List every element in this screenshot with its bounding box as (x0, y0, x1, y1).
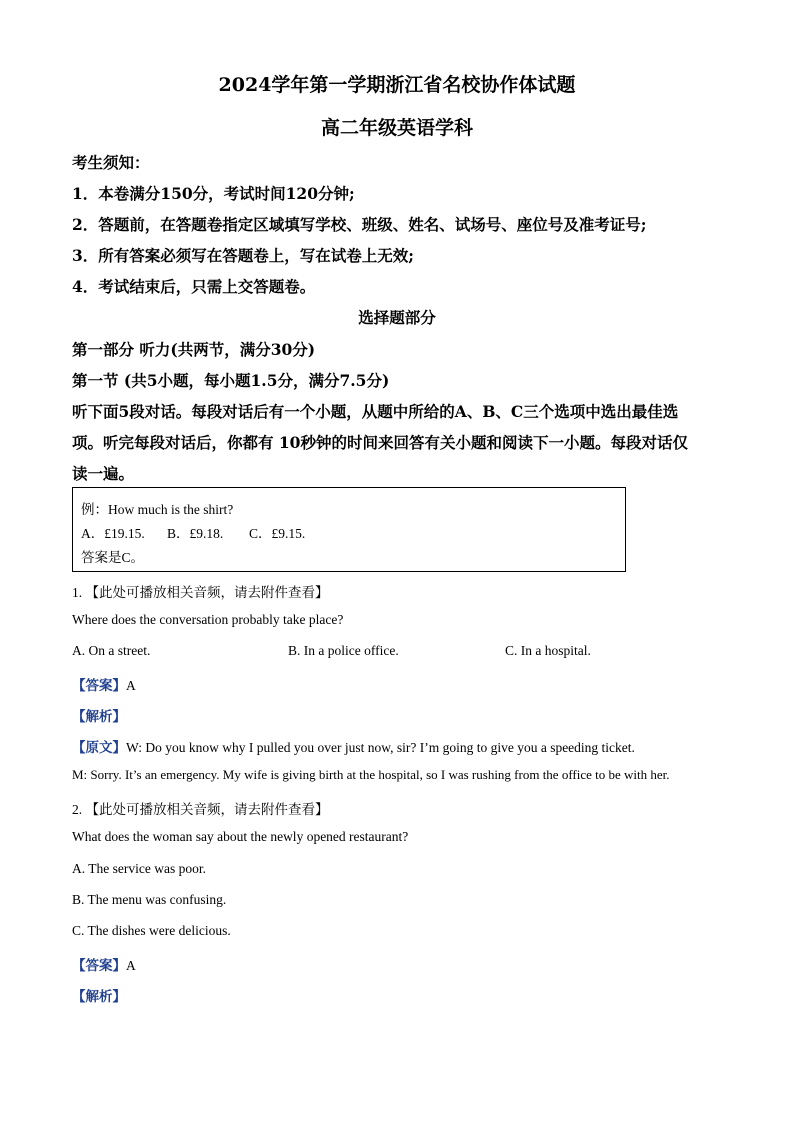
analysis-tag: 【解析】 (72, 709, 126, 724)
transcript-text: W: Do you know why I pulled you over just now, sir? I’m going to give you a speeding ticket. (126, 740, 635, 755)
transcript-line (72, 736, 635, 756)
example-option: C．£9.15. (249, 526, 306, 541)
instruction-item: 1．本卷满分150分，考试时间120分钟; (72, 184, 355, 203)
exam-title: 2024学年第一学期浙江省名校协作体试题 (218, 74, 576, 96)
analysis-line (72, 705, 126, 725)
option-b: B. In a police office. (288, 643, 399, 658)
answer-line (72, 954, 136, 974)
section-title: 选择题部分 (358, 308, 436, 327)
part-heading: 第一部分 听力(共两节，满分30分) (72, 340, 316, 359)
subsection-heading: 第一节 (共5小题，每小题1.5分，满分7.5分) (72, 371, 390, 390)
option-b: B. The menu was confusing. (72, 892, 227, 907)
directions-line: 读一遍。 (72, 464, 135, 483)
analysis-tag: 【解析】 (72, 989, 126, 1004)
example-option: A．£19.15. (81, 526, 145, 541)
answer-tag: 【答案】 (72, 958, 126, 973)
answer-value: A (126, 678, 136, 693)
directions-line: 听下面5段对话。每段对话后有一个小题，从题中所给的A、B、C三个选项中选出最佳选 (72, 402, 679, 421)
option-a: A. The service was poor. (72, 861, 206, 876)
example-options (81, 522, 305, 542)
question-text: What does the woman say about the newly opened restaurant? (72, 829, 409, 844)
transcript-text: M: Sorry. It’s an emergency. My wife is giving birth at the hospital, so I was rushing from the office to be with her. (72, 767, 670, 782)
example-option: B．£9.18. (167, 526, 224, 541)
question-header[interactable]: 2. 【此处可播放相关音频，请去附件查看】 (72, 802, 329, 817)
example-answer: 答案是C。 (81, 550, 145, 565)
analysis-line (72, 985, 126, 1005)
instruction-item: 2．答题前，在答题卷指定区域填写学校、班级、姓名、试场号、座位号及准考证号; (72, 215, 647, 234)
instruction-item: 4．考试结束后，只需上交答题卷。 (72, 277, 316, 296)
example-question: 例：How much is the shirt? (81, 502, 234, 517)
question-text: Where does the conversation probably take place? (72, 612, 344, 627)
answer-line (72, 674, 136, 694)
example-box (72, 487, 626, 572)
answer-tag: 【答案】 (72, 678, 126, 693)
directions-line: 项。听完每段对话后，你都有 10秒钟的时间来回答有关小题和阅读下一小题。每段对话仅 (72, 433, 688, 452)
option-c: C. In a hospital. (505, 643, 591, 658)
option-a: A. On a street. (72, 643, 151, 658)
exam-subtitle: 高二年级英语学科 (320, 117, 473, 139)
instructions-heading: 考生须知： (72, 153, 150, 172)
option-c: C. The dishes were delicious. (72, 923, 231, 938)
answer-value: A (126, 958, 136, 973)
transcript-tag: 【原文】 (72, 740, 126, 755)
question-header[interactable]: 1. 【此处可播放相关音频，请去附件查看】 (72, 585, 329, 600)
instruction-item: 3．所有答案必须写在答题卷上，写在试卷上无效; (72, 246, 415, 265)
